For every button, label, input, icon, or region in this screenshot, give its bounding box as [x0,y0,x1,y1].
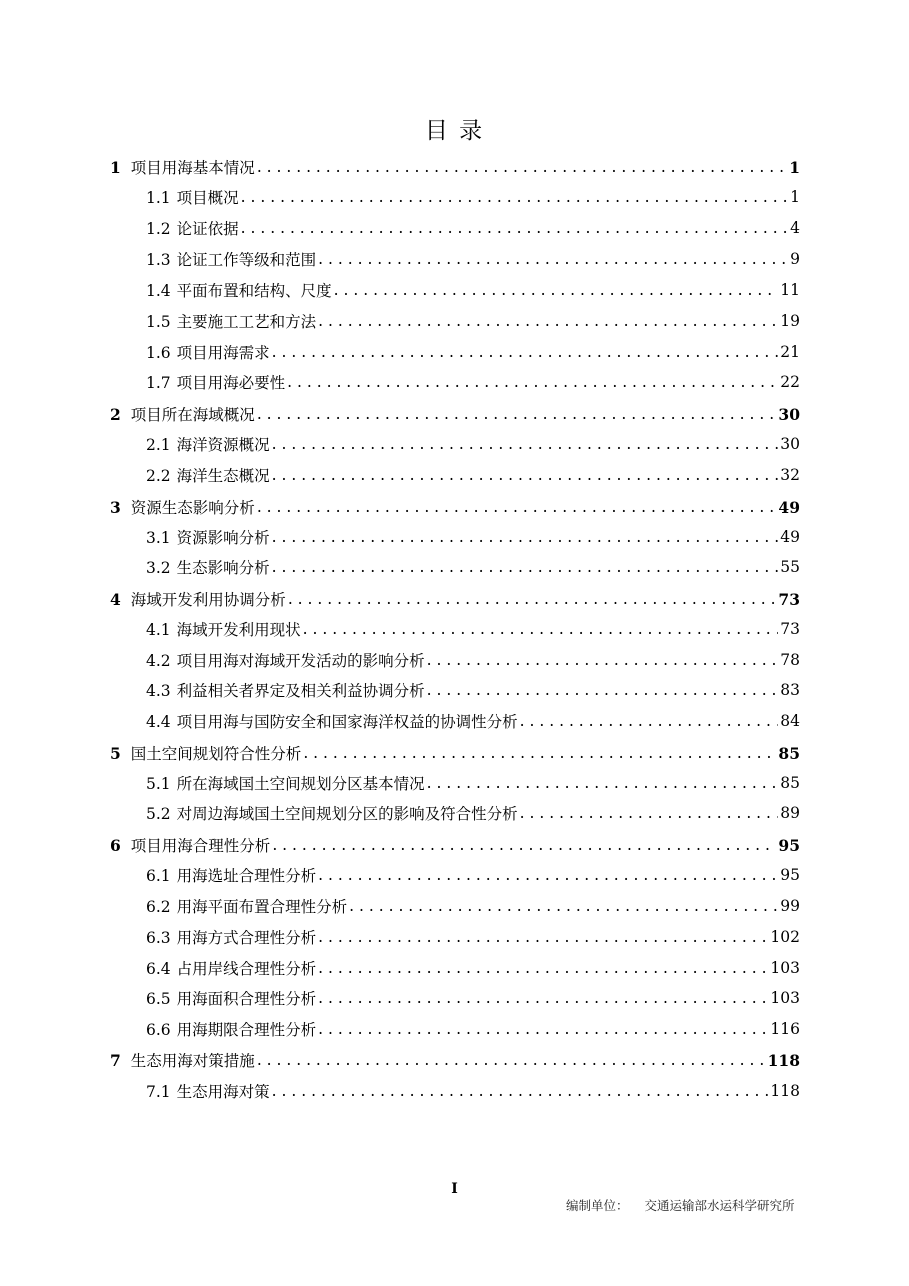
dot-leader [272,340,779,364]
dot-leader [272,555,779,579]
toc-entry[interactable] [146,678,800,702]
toc-entry-title [110,742,301,764]
dot-leader [287,370,778,394]
toc-entry-number: 6 [110,836,121,855]
toc-entry-title [146,371,285,393]
dot-leader [272,525,779,549]
toc-entry-label: 平面布置和结构、尺度 [176,282,332,300]
dot-leader [427,771,779,795]
toc-entry-label: 用海期限合理性分析 [176,1021,317,1039]
toc-entry-number: 1.5 [146,313,171,331]
toc-entry-page: 95 [780,866,800,884]
toc-entry-page: 85 [780,774,800,792]
toc-entry-page: 102 [770,928,800,946]
toc-entry-page: 103 [770,989,800,1007]
toc-entry[interactable] [146,801,800,825]
toc-entry[interactable] [146,432,800,456]
toc-entry[interactable] [110,155,800,179]
toc-entry-label: 论证依据 [176,220,239,238]
toc-entry-title [110,156,255,178]
toc-entry-label: 海域开发利用现状 [176,621,301,639]
toc-entry-label: 对周边海域国土空间规划分区的影响及符合性分析 [176,805,518,823]
toc-entry-title [110,403,255,425]
dot-leader [272,463,779,487]
toc-entry-title [146,802,518,824]
org-name: 交通运输部水运科学研究所 [644,1198,795,1213]
dot-leader [241,185,788,209]
toc-entry[interactable] [146,986,800,1010]
toc-entry-number: 3.2 [146,559,171,577]
toc-entry-page: 49 [780,528,800,546]
toc-entry-page: 85 [778,743,800,763]
toc-entry-page: 4 [790,219,800,237]
toc-entry-number: 6.2 [146,898,171,916]
toc-entry-title [146,895,347,917]
toc-entry-page: 89 [780,804,800,822]
toc-entry-label: 资源影响分析 [176,529,270,547]
dot-leader [520,801,779,825]
toc-entry-page: 118 [767,1050,800,1070]
toc-entry-label: 项目用海必要性 [176,374,286,392]
dot-leader [427,648,779,672]
toc-entry-page: 9 [790,250,800,268]
dot-leader [272,833,776,857]
toc-entry-page: 78 [780,651,800,669]
toc-entry[interactable] [146,863,800,887]
toc-entry-title [146,310,316,332]
toc-entry[interactable] [146,617,800,641]
toc-entry-label: 所在海域国土空间规划分区基本情况 [176,775,425,793]
toc-entry-number: 1.3 [146,251,171,269]
toc-entry-title [146,1080,270,1102]
dot-leader [318,309,778,333]
toc-entry-title [146,433,270,455]
toc-entry-title [110,588,286,610]
toc-entry[interactable] [146,1017,800,1041]
dot-leader [318,247,788,271]
toc-entry-number: 1.4 [146,282,171,300]
toc-entry-number: 6.1 [146,867,171,885]
toc-entry-page: 116 [770,1020,800,1038]
toc-entry-title [146,864,316,886]
toc-entry-title [146,618,301,640]
toc-entry[interactable] [146,340,800,364]
toc-entry-title [146,649,425,671]
toc-entry[interactable] [146,956,800,980]
toc-entry-label: 用海平面布置合理性分析 [176,898,348,916]
toc-entry-title [146,217,239,239]
toc-entry-page: 118 [770,1082,800,1100]
toc-entry-label: 用海选址合理性分析 [176,867,317,885]
toc-entry[interactable] [146,309,800,333]
dot-leader [427,678,779,702]
toc-entry-number: 2 [110,405,121,424]
toc-entry-number: 1 [110,158,121,177]
footer-organization [566,1196,795,1214]
dot-leader [318,925,768,949]
toc-entry-number: 3 [110,498,121,517]
toc-entry-label: 项目用海对海域开发活动的影响分析 [176,652,425,670]
toc-entry-number: 4.4 [146,713,171,731]
toc-entry-label: 项目用海基本情况 [130,159,255,177]
page-title [0,112,909,145]
toc-entry[interactable] [146,1079,800,1103]
toc-entry-title [146,556,270,578]
toc-entry-number: 5.1 [146,775,171,793]
toc-entry[interactable] [146,185,800,209]
dot-leader [303,617,779,641]
toc-entry-label: 海域开发利用协调分析 [130,591,286,609]
toc-entry-page: 11 [780,281,800,299]
toc-entry[interactable] [146,525,800,549]
toc-entry[interactable] [110,833,800,857]
toc-entry-page: 73 [780,620,800,638]
dot-leader [288,587,777,611]
dot-leader [318,863,778,887]
toc-entry[interactable] [146,463,800,487]
dot-leader [334,278,779,302]
toc-entry[interactable] [110,741,800,765]
toc-entry-label: 论证工作等级和范围 [176,251,317,269]
toc-entry-title [146,957,316,979]
toc-entry-title [146,710,518,732]
toc-entry-label: 生态影响分析 [176,559,270,577]
toc-entry[interactable] [146,370,800,394]
toc-entry-number: 1.7 [146,374,171,392]
dot-leader [241,216,788,240]
dot-leader [318,956,768,980]
org-label: 编制单位： [566,1198,629,1213]
toc-entry-page: 83 [780,681,800,699]
toc-entry-number: 7.1 [146,1083,171,1101]
toc-entry-number: 1.6 [146,344,171,362]
toc-entry-page: 95 [778,835,800,855]
toc-entry-label: 用海方式合理性分析 [176,929,317,947]
toc-entry-title [110,834,270,856]
toc-entry-title [110,1049,255,1071]
toc-entry-label: 资源生态影响分析 [130,499,255,517]
toc-entry-label: 项目用海与国防安全和国家海洋权益的协调性分析 [176,713,518,731]
toc-entry-title [110,496,255,518]
toc-entry[interactable] [146,925,800,949]
toc-entry-label: 项目所在海域概况 [130,406,255,424]
toc-entry-title [146,186,239,208]
toc-entry-number: 4.1 [146,621,171,639]
toc-entry[interactable] [110,495,800,519]
toc-entry-label: 国土空间规划符合性分析 [130,745,302,763]
toc-entry-number: 4.2 [146,652,171,670]
toc-entry-page: 30 [780,435,800,453]
toc-entry-label: 项目用海合理性分析 [130,837,271,855]
toc-entry[interactable] [146,278,800,302]
toc-entry-label: 占用岸线合理性分析 [176,960,317,978]
dot-leader [272,1079,769,1103]
toc-entry-label: 项目概况 [176,189,239,207]
dot-leader [318,986,768,1010]
toc-entry[interactable] [146,709,800,733]
toc-entry-title [146,341,270,363]
toc-entry[interactable] [110,587,800,611]
dot-leader [303,741,776,765]
toc-entry-page: 73 [778,589,800,609]
toc-entry-title [146,1018,316,1040]
dot-leader [257,1048,766,1072]
toc-entry-number: 6.5 [146,990,171,1008]
toc-entry-number: 7 [110,1051,121,1070]
toc-entry-label: 用海面积合理性分析 [176,990,317,1008]
page-title-text: 目 录 [424,118,485,144]
toc-entry[interactable] [110,1048,800,1072]
toc-entry-number: 6.3 [146,929,171,947]
toc-entry-page: 103 [770,959,800,977]
dot-leader [520,709,779,733]
toc-entry-page: 1 [790,188,800,206]
toc-entry-number: 3.1 [146,529,171,547]
toc-entry-page: 49 [778,497,800,517]
toc-entry-title [146,772,425,794]
toc-entry[interactable] [146,216,800,240]
toc-entry-number: 2.2 [146,467,171,485]
toc-entry-number: 2.1 [146,436,171,454]
toc-entry-title [146,248,316,270]
toc-entry-label: 海洋生态概况 [176,467,270,485]
toc-entry-page: 30 [778,404,800,424]
dot-leader [349,894,778,918]
toc-entry-number: 4.3 [146,682,171,700]
toc-entry[interactable] [110,402,800,426]
toc-entry[interactable] [146,247,800,271]
toc-entry[interactable] [146,894,800,918]
toc-entry-label: 主要施工工艺和方法 [176,313,317,331]
toc-entry-page: 84 [780,712,800,730]
page-number: I [451,1181,458,1197]
toc-entry-label: 生态用海对策措施 [130,1052,255,1070]
toc-entry-number: 1.2 [146,220,171,238]
toc-entry[interactable] [146,771,800,795]
toc-entry-title [146,987,316,1009]
toc-entry-title [146,926,316,948]
dot-leader [257,155,787,179]
toc-entry-page: 21 [780,343,800,361]
toc-entry-number: 5.2 [146,805,171,823]
dot-leader [318,1017,768,1041]
toc-entry-number: 5 [110,744,121,763]
dot-leader [257,495,777,519]
toc-entry-label: 利益相关者界定及相关利益协调分析 [176,682,425,700]
toc-entry-label: 生态用海对策 [176,1083,270,1101]
toc-entry-label: 海洋资源概况 [176,436,270,454]
toc-entry-title [146,464,270,486]
toc-entry-page: 99 [780,897,800,915]
toc-entry-number: 4 [110,590,121,609]
toc-entry-page: 22 [780,373,800,391]
dot-leader [257,402,777,426]
toc-entry-page: 32 [780,466,800,484]
toc-entry-title [146,679,425,701]
dot-leader [272,432,779,456]
toc-entry-page: 55 [780,558,800,576]
toc-entry-number: 1.1 [146,189,171,207]
toc-entry-title [146,279,332,301]
toc-entry-title [146,526,270,548]
toc-entry[interactable] [146,648,800,672]
toc-entry[interactable] [146,555,800,579]
toc-entry-label: 项目用海需求 [176,344,270,362]
toc-entry-number: 6.4 [146,960,171,978]
toc-entry-page: 19 [780,312,800,330]
toc-entry-page: 1 [789,157,800,177]
toc-entry-number: 6.6 [146,1021,171,1039]
